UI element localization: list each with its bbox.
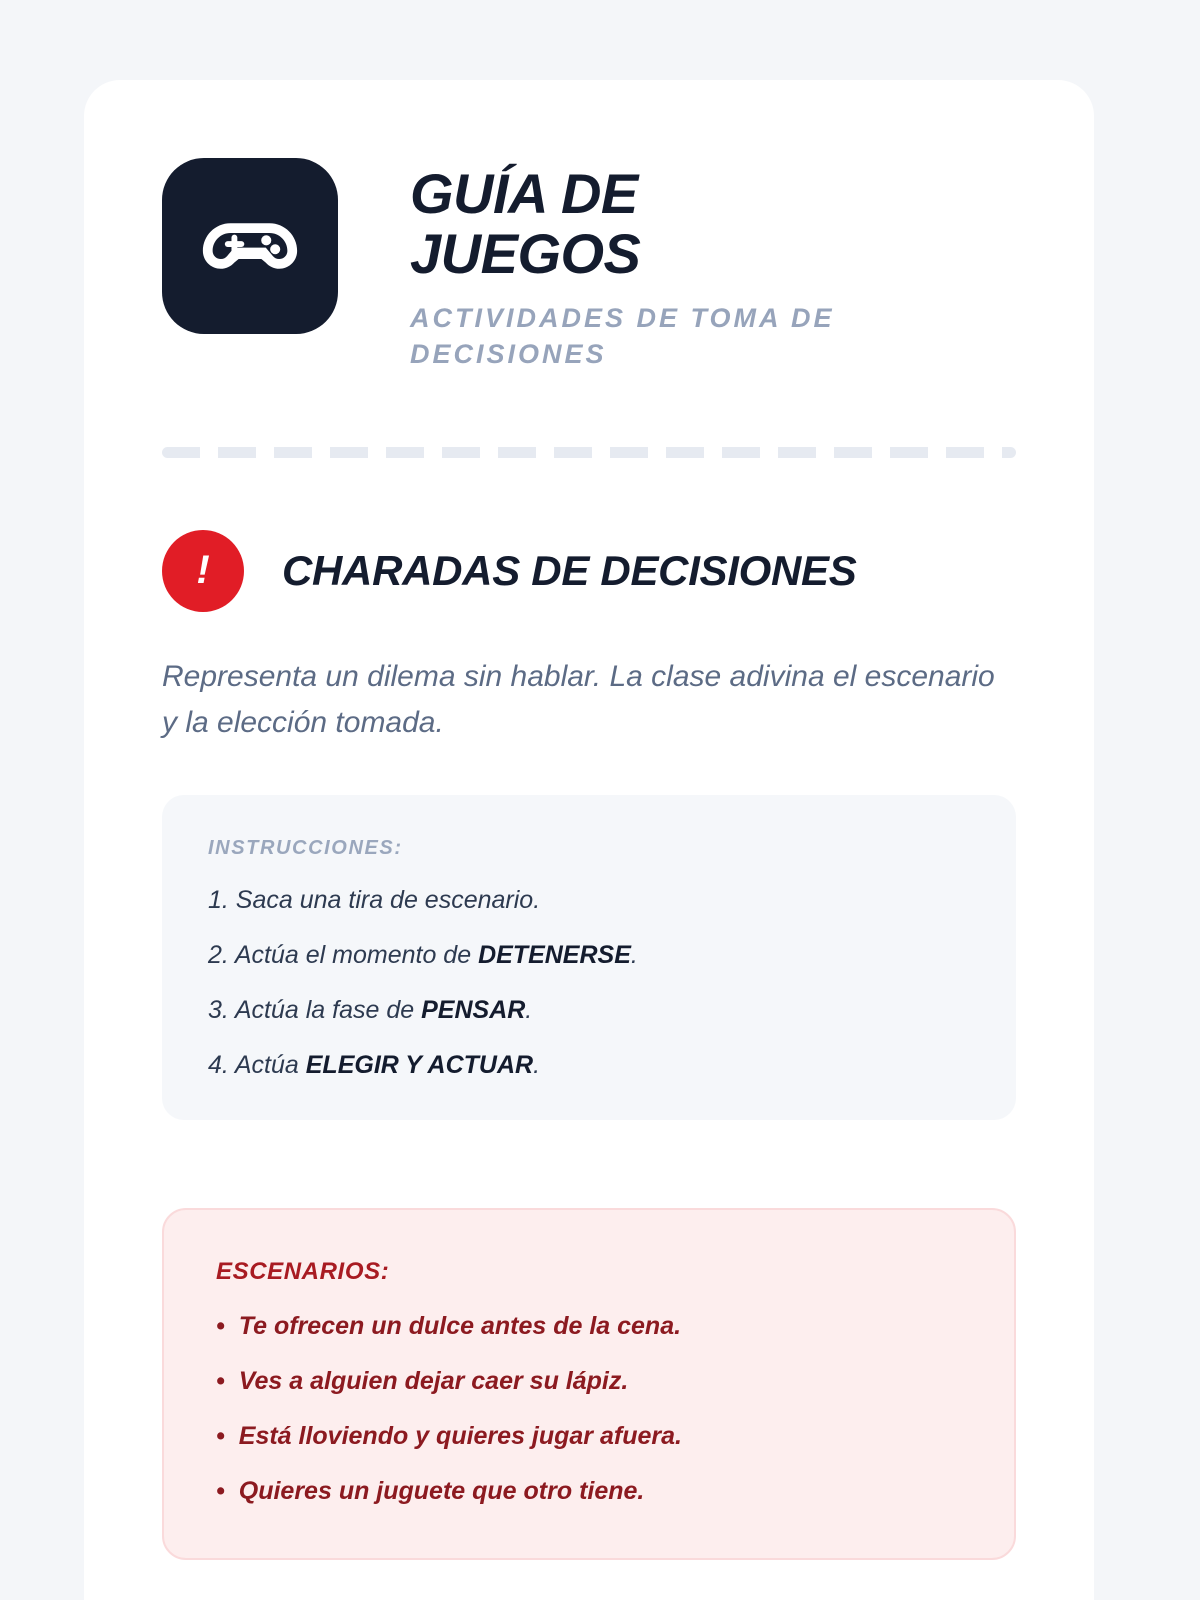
list-item-label: Te ofrecen un dulce antes de la cena. xyxy=(238,1311,682,1340)
card-header xyxy=(162,158,1016,373)
dashed-divider xyxy=(162,447,1016,458)
section-header xyxy=(162,530,1016,612)
scenarios-panel xyxy=(162,1208,1016,1560)
list-item: 2. Actúa el momento de DETENERSE. xyxy=(208,940,638,969)
page-subtitle: ACTIVIDADES DE TOMA DE DECISIONES xyxy=(410,302,835,370)
status-badge: ! xyxy=(162,530,244,612)
list-item: 4. Actúa ELEGIR Y ACTUAR. xyxy=(208,1050,541,1079)
list-item-label: Quieres un juguete que otro tiene. xyxy=(238,1476,645,1505)
list-item xyxy=(216,1477,962,1506)
scenarios-label: ESCENARIOS: xyxy=(216,1257,390,1285)
list-item xyxy=(216,1367,962,1396)
title-block xyxy=(410,158,970,373)
list-item: 3. Actúa la fase de PENSAR. xyxy=(208,995,533,1024)
guide-card xyxy=(84,80,1094,1600)
bullet-icon: • xyxy=(216,1476,225,1505)
gamepad-icon xyxy=(162,158,338,334)
list-item: 1. Saca una tira de escenario. xyxy=(208,885,541,914)
instructions-panel xyxy=(162,795,1016,1120)
page-title: GUÍA DE JUEGOS xyxy=(410,162,641,285)
instructions-label: INSTRUCCIONES: xyxy=(208,836,403,859)
section-title: CHARADAS DE DECISIONES xyxy=(282,546,857,594)
list-item xyxy=(216,1312,962,1341)
list-item-label: Ves a alguien dejar caer su lápiz. xyxy=(238,1366,629,1395)
list-item xyxy=(216,1422,962,1451)
list-item-label: Está lloviendo y quieres jugar afuera. xyxy=(238,1421,682,1450)
bullet-icon: • xyxy=(216,1366,225,1395)
section-description: Representa un dilema sin hablar. La clase adivina el escenario y la elección tomada. xyxy=(162,659,995,740)
bullet-icon: • xyxy=(216,1311,225,1340)
activity-section xyxy=(162,530,1016,1560)
bullet-icon: • xyxy=(216,1421,225,1450)
